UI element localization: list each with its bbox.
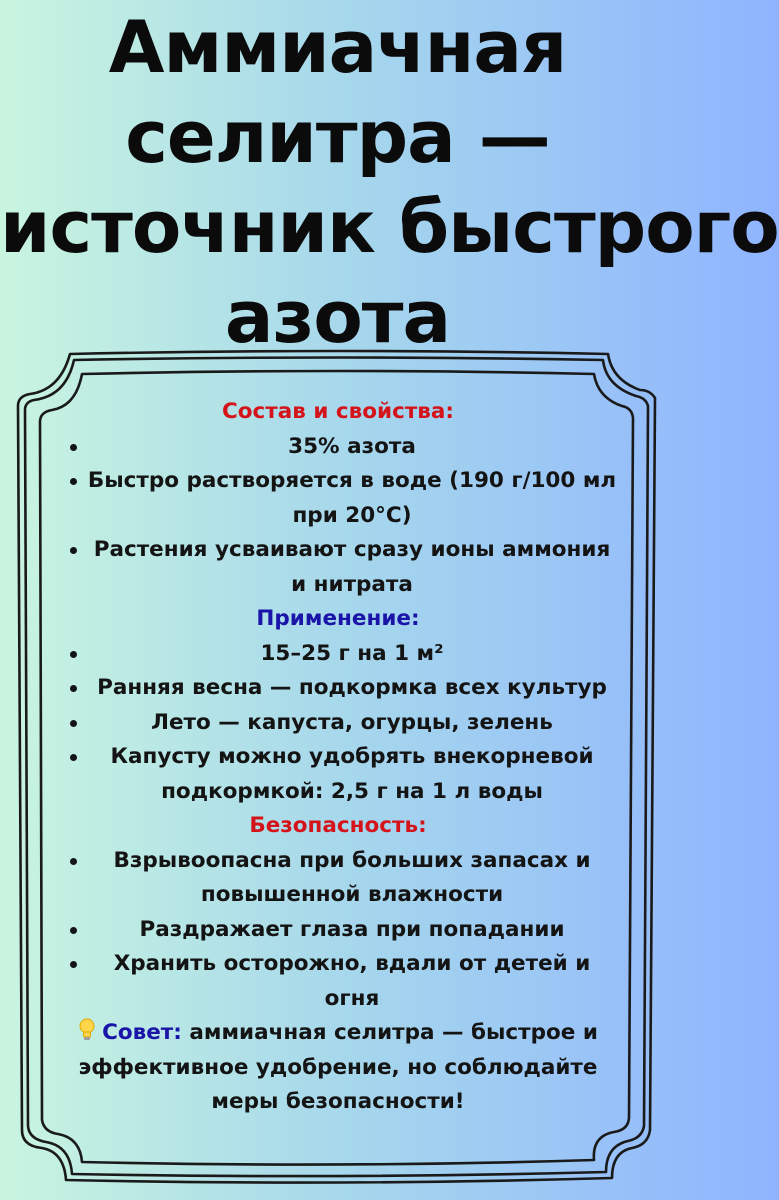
list-item: Растения усваивают сразу ионы аммония и нитрата: [58, 533, 618, 602]
tip-block: [58, 1016, 618, 1120]
list-item: Капусту можно удобрять внекорневой подкормкой: 2,5 г на 1 л воды: [58, 740, 618, 809]
tip-label: Совет:: [102, 1020, 182, 1045]
page-title: [0, 0, 779, 362]
title-line-1: Аммиачная: [108, 5, 567, 89]
composition-list: [58, 430, 618, 603]
list-item: 15–25 г на 1 м²: [58, 637, 618, 672]
list-item: Лето — капуста, огурцы, зелень: [58, 706, 618, 741]
section-heading-safety: Безопасность:: [249, 813, 427, 838]
title-line-2: селитра —: [125, 95, 550, 179]
section-heading-usage: Применение:: [256, 606, 420, 631]
title-line-3: источник быстрого: [0, 185, 779, 269]
lightbulb-icon: [78, 1018, 96, 1042]
list-item: 35% азота: [58, 430, 618, 465]
safety-list: [58, 844, 618, 1017]
tip-text: аммиачная селитра — быстрое и эффективное удобрение, но соблюдайте меры безопасности!: [78, 1020, 598, 1114]
list-item: Раздражает глаза при попадании: [58, 913, 618, 948]
section-heading-composition: Состав и свойства:: [221, 399, 454, 424]
usage-list: [58, 637, 618, 810]
list-item: Хранить осторожно, вдали от детей и огня: [58, 947, 618, 1016]
title-line-4: азота: [224, 275, 451, 359]
list-item: Взрывоопасна при больших запасах и повышенной влажности: [58, 844, 618, 913]
info-card: [58, 395, 618, 1120]
list-item: Быстро растворяется в воде (190 г/100 мл при 20°C): [58, 464, 618, 533]
list-item: Ранняя весна — подкормка всех культур: [58, 671, 618, 706]
